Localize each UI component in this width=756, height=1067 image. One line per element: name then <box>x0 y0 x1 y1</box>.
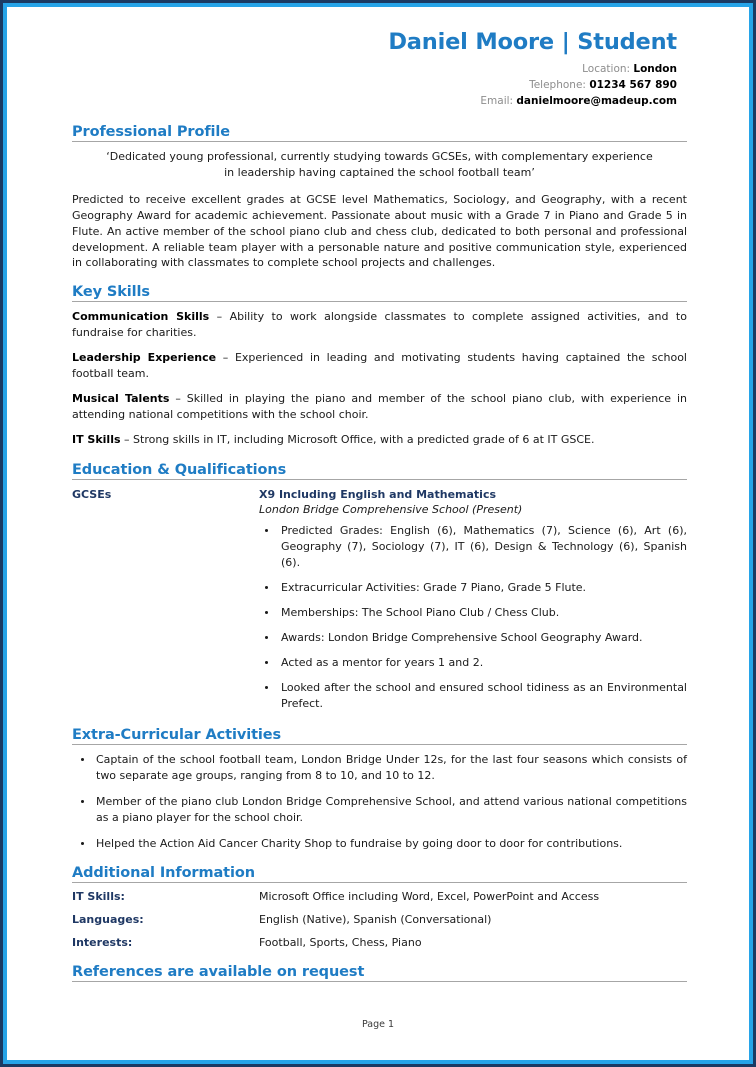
section-heading-references: References are available on request <box>72 964 687 982</box>
contact-location-label: Location: <box>582 63 631 75</box>
education-entry <box>72 487 687 712</box>
key-skill-name: Leadership Experience <box>72 351 217 365</box>
key-skill-item <box>72 391 687 423</box>
page-footer <box>7 1019 749 1030</box>
contact-email <box>7 94 677 110</box>
key-skill-item <box>72 309 687 341</box>
contact-location-value: London <box>633 63 677 75</box>
additional-information-table <box>72 890 687 949</box>
section-heading-education: Education & Qualifications <box>72 462 687 480</box>
table-row <box>72 890 687 903</box>
section-heading-key-skills: Key Skills <box>72 284 687 302</box>
key-skill-name: Musical Talents <box>72 392 170 406</box>
list-item: Extracurricular Activities: Grade 7 Piano, Grade 5 Flute. <box>259 580 687 596</box>
list-item: Memberships: The School Piano Club / Chess Club. <box>259 605 687 621</box>
page-title: Daniel Moore | Student <box>388 29 677 55</box>
document-header <box>7 7 749 110</box>
education-details <box>259 487 687 712</box>
education-qualification: X9 Including English and Mathematics <box>259 487 497 501</box>
key-skill-item <box>72 432 687 448</box>
list-item: Predicted Grades: English (6), Mathematics (7), Science (6), Art (6), Geography (7), Sociology (7), IT (6), Design & Technology (6), Spanish (6). <box>259 523 687 571</box>
list-item: Helped the Action Aid Cancer Charity Shop to fundraise by going door to door for contributions. <box>72 836 687 852</box>
section-heading-additional-information: Additional Information <box>72 865 687 883</box>
contact-email-value: danielmoore@madeup.com <box>516 94 677 107</box>
contact-telephone-value: 01234 567 890 <box>589 78 677 91</box>
table-row <box>72 913 687 926</box>
list-item: Acted as a mentor for years 1 and 2. <box>259 655 687 671</box>
document-page <box>7 7 749 1060</box>
key-skill-text: – Experienced in leading and motivating students having captained the school football team. <box>72 351 687 381</box>
table-row <box>72 936 687 949</box>
additional-info-value: Football, Sports, Chess, Piano <box>259 936 422 950</box>
education-bullet-list <box>259 523 687 711</box>
key-skill-text: – Skilled in playing the piano and member of the school piano club, with experience in attending national competitions with the school choir. <box>72 392 687 422</box>
additional-info-value: English (Native), Spanish (Conversational) <box>259 913 492 927</box>
key-skill-text: – Ability to work alongside classmates to complete assigned activities, and to fundraise for charities. <box>72 310 687 340</box>
document-content <box>7 124 749 983</box>
education-type-label: GCSEs <box>72 487 112 501</box>
contact-telephone <box>7 78 677 94</box>
list-item: Captain of the school football team, London Bridge Under 12s, for the last four seasons which consists of two separate age groups, ranging from 8 to 10, and 10 to 12. <box>72 752 687 784</box>
profile-quote: ‘Dedicated young professional, currently studying towards GCSEs, with complementary experience in leadership having captained the school football team’ <box>106 149 653 179</box>
key-skill-item <box>72 350 687 382</box>
contact-telephone-label: Telephone: <box>529 78 586 91</box>
list-item: Awards: London Bridge Comprehensive School Geography Award. <box>259 630 687 646</box>
key-skill-name: IT Skills <box>72 433 121 447</box>
section-heading-professional-profile: Professional Profile <box>72 124 687 142</box>
page-number: Page 1 <box>361 1019 395 1030</box>
additional-info-label: Interests: <box>72 936 133 950</box>
key-skill-text: – Strong skills in IT, including Microsoft Office, with a predicted grade of 6 at IT GSCE. <box>120 433 595 447</box>
key-skill-name: Communication Skills <box>72 310 210 324</box>
contact-location <box>7 62 677 78</box>
profile-body: Predicted to receive excellent grades at GCSE level Mathematics, Sociology, and Geography, with a recent Geography Award for academic achievement. Passionate about music with a Grade 7 in Piano and Grade 5 in Flute. An active member of the school piano club and chess club, dedicated to both personal and professional development. A reliable team player with a personable nature and positive communication style, experienced in collaborating with classmates to complete school projects and challenges. <box>72 192 687 270</box>
section-heading-extra-curricular: Extra-Curricular Activities <box>72 727 687 745</box>
additional-info-label: Languages: <box>72 913 144 927</box>
page-border-inner <box>3 3 753 1064</box>
contact-email-label: Email: <box>480 94 514 107</box>
list-item: Member of the piano club London Bridge Comprehensive School, and attend various national competitions as a piano player for the school choir. <box>72 794 687 826</box>
list-item: Looked after the school and ensured school tidiness as an Environmental Prefect. <box>259 680 687 712</box>
education-school: London Bridge Comprehensive School (Present) <box>259 503 523 517</box>
contact-block <box>7 62 677 110</box>
additional-info-value: Microsoft Office including Word, Excel, PowerPoint and Access <box>259 890 600 904</box>
key-skills-list <box>72 309 687 448</box>
extra-curricular-bullet-list <box>72 752 687 852</box>
additional-info-label: IT Skills: <box>72 890 125 904</box>
